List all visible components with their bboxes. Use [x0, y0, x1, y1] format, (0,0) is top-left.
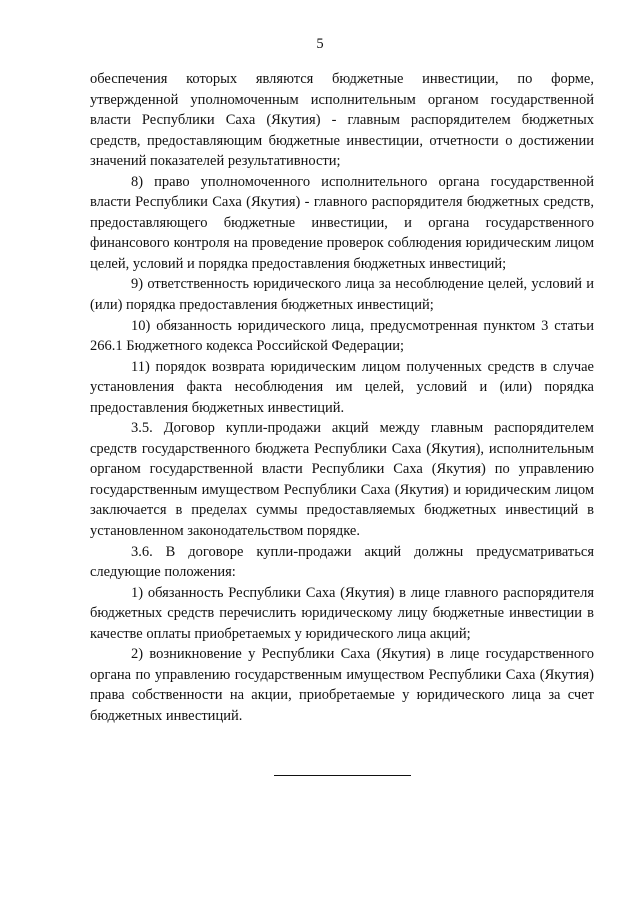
paragraph-item-8: 8) право уполномоченного исполнительного органа государственной власти Республики Саха (Якутия) - главного распорядителя бюджетных средств, предоставляющего бюджетные инвестиции, и органа государственного финансового контроля на проведение проверок соблюдения юридическим лицом целей, условий и порядка предоставления бюджетных инвестиций;: [90, 173, 594, 272]
paragraph-provision-2: 2) возникновение у Республики Саха (Якутия) в лице государственного органа по управлению государственным имуществом Республики Саха (Якутия) права собственности на акции, приобретаемые у юридического лица за счет бюджетных инвестиций.: [90, 646, 594, 724]
paragraph-provision-1: 1) обязанность Республики Саха (Якутия) в лице главного распорядителя бюджетных средств перечислить юридическому лицу бюджетные инвестиции в качестве оплаты приобретаемых у юридического лица акций;: [90, 584, 594, 642]
paragraph-continuation: обеспечения которых являются бюджетные инвестиции, по форме, утвержденной уполномоченным исполнительным органом государственной власти Республики Саха (Якутия) - главным распорядителем бюджетных средств, предоставляющим бюджетные инвестиции, отчетности о достижении значений показателей результативности;: [90, 71, 594, 170]
paragraph-item-10: 10) обязанность юридического лица, предусмотренная пунктом 3 статьи 266.1 Бюджетного кодекса Российской Федерации;: [90, 317, 594, 355]
paragraph-section-3-6: 3.6. В договоре купли-продажи акций должны предусматриваться следующие положения:: [90, 543, 594, 581]
footer-divider: [274, 775, 411, 776]
document-body: [90, 69, 594, 727]
page-number: 5: [316, 36, 324, 52]
paragraph-item-9: 9) ответственность юридического лица за несоблюдение целей, условий и (или) порядка предоставления бюджетных инвестиций;: [90, 276, 594, 314]
paragraph-item-11: 11) порядок возврата юридическим лицом полученных средств в случае установления факта несоблюдения им целей, условий и (или) порядка предоставления бюджетных инвестиций.: [90, 358, 594, 416]
paragraph-section-3-5: 3.5. Договор купли-продажи акций между главным распорядителем средств государственного бюджета Республики Саха (Якутия), исполнительным органом государственной власти Республики Саха (Якутия) по управлению государственным имуществом Республики Саха (Якутия) и юридическим лицом заключается в пределах суммы предоставляемых бюджетных инвестиций в установленном законодательством порядке.: [90, 420, 594, 540]
